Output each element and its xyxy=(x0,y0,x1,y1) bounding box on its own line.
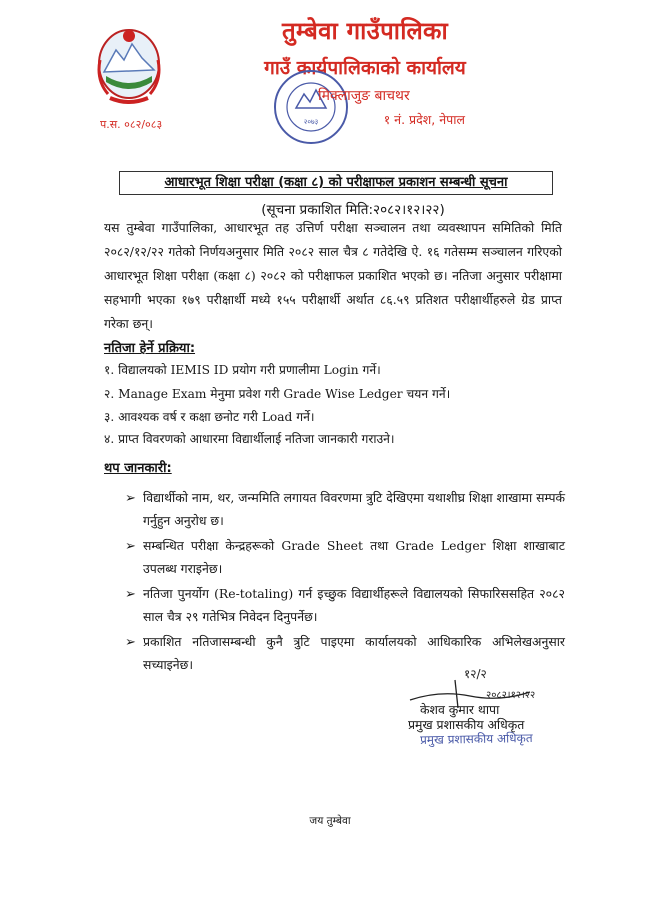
extra-item: ➢ विद्यार्थीको नाम, थर, जन्ममिति लगायत विवरणमा त्रुटि देखिएमा यथाशीघ्र शिक्षा शाखामा सम्पर्क गर्नुहुन अनुरोध छ। xyxy=(125,486,565,532)
signatory-designation: प्रमुख प्रशासकीय अधिकृत xyxy=(408,717,525,732)
notice-title: आधारभूत शिक्षा परीक्षा (कक्षा ८) को परीक्षाफल प्रकाशन सम्बन्धी सूचना xyxy=(119,171,553,195)
office-place: मिक्लाजुङ बाचथर xyxy=(318,88,410,104)
procedure-step: ४. प्राप्त विवरणको आधारमा विद्यार्थीलाई नतिजा जानकारी गराउने। xyxy=(104,432,395,446)
signatory-name: केशव कुमार थापा xyxy=(420,702,500,717)
footer-slogan: जय तुम्बेवा xyxy=(309,815,351,827)
extra-item: ➢ प्रकाशित नतिजासम्बन्धी कुनै त्रुटि पाइएमा कार्यालयको आधिकारिक अभिलेखअनुसार सच्याइनेछ। xyxy=(125,630,565,676)
svg-text:१२/२: १२/२ xyxy=(464,667,487,681)
office-name: गाउँ कार्यपालिकाको कार्यालय xyxy=(264,57,466,79)
procedure-step: १. विद्यालयको IEMIS ID प्रयोग गरी प्रणालीमा Login गर्ने। xyxy=(104,363,381,377)
procedure-heading: नतिजा हेर्ने प्रक्रिया: xyxy=(104,341,196,356)
office-seal-stamp xyxy=(272,68,350,146)
svg-text:२०७३: २०७३ xyxy=(303,118,319,126)
extra-heading: थप जानकारी: xyxy=(104,461,172,476)
arrow-bullet-icon: ➢ xyxy=(125,587,136,602)
procedure-step: ३. आवश्यक वर्ष र कक्षा छनोट गरी Load गर्ने। xyxy=(104,410,315,424)
reference-number: प.स. ०८२/०८३ xyxy=(100,118,163,131)
arrow-bullet-icon: ➢ xyxy=(125,539,136,554)
arrow-bullet-icon: ➢ xyxy=(125,491,136,506)
notice-body: यस तुम्बेवा गाउँपालिका, आधारभूत तह उत्तिर्ण परीक्षा सञ्चालन तथा व्यवस्थापन समितिको मिति २०८२/१२/२२ गतेको निर्णयअनुसार मिति २०८२ साल चैत्र ८ गतेदेखि ऐ. १६ गतेसम्म सञ्चालन गरिएको आधारभूत शिक्षा परीक्षा (कक्षा ८) २०८२ को परीक्षाफल प्रकाशित भएको छ। नतिजा अनुसार परीक्षामा सहभागी भएका १७९ परीक्षार्थी मध्ये १५५ परीक्षार्थी अर्थात ८६.५९ प्रतिशत परीक्षार्थीहरुले ग्रेड प्राप्त गरेका छन्। xyxy=(104,220,562,331)
extra-item: ➢ सम्बन्धित परीक्षा केन्द्रहरूको Grade Sheet तथा Grade Ledger शिक्षा शाखाबाट उपलब्ध गराइनेछ। xyxy=(125,534,565,580)
arrow-bullet-icon: ➢ xyxy=(125,635,136,650)
svg-text:२०८२।१२।२२: २०८२।१२।२२ xyxy=(486,690,536,701)
procedure-step: २. Manage Exam मेनुमा प्रवेश गरी Grade Wise Ledger चयन गर्ने। xyxy=(104,387,451,401)
published-date: (सूचना प्रकाशित मिति:२०८२।१२।२२) xyxy=(261,202,445,218)
designation-stamp: प्रमुख प्रशासकीय अधिकृत xyxy=(419,731,533,747)
office-province: १ नं. प्रदेश, नेपाल xyxy=(383,112,465,127)
extra-item: ➢ नतिजा पुनर्योग (Re-totaling) गर्न इच्छुक विद्यार्थीहरूले विद्यालयको सिफारिससहित २०८२ साल चैत्र २९ गतेभित्र निवेदन दिनुपर्नेछ। xyxy=(125,582,565,628)
org-name: तुम्बेवा गाउँपालिका xyxy=(282,17,448,45)
